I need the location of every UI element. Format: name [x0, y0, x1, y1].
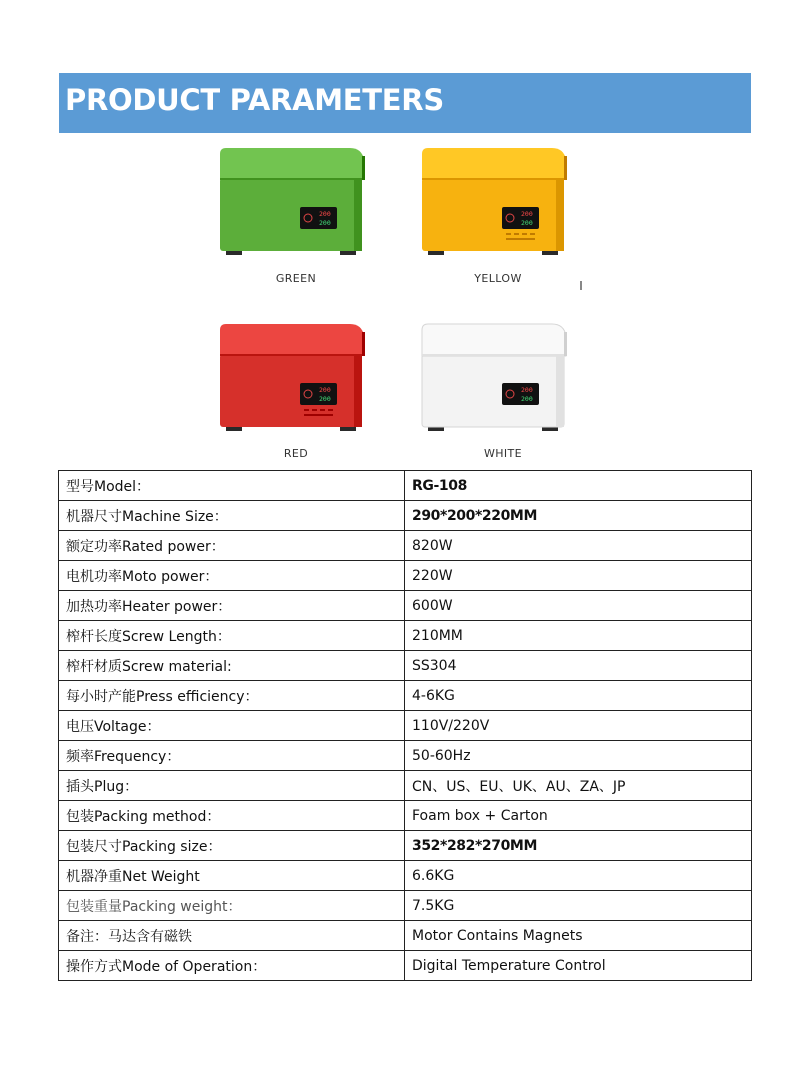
spec-row	[59, 891, 752, 921]
spec-value: 210MM	[405, 621, 752, 651]
spec-value: 7.5KG	[405, 891, 752, 921]
spec-label: 包装尺寸Packing size：	[59, 831, 405, 861]
control-button	[522, 233, 527, 235]
spec-label: 额定功率Rated power：	[59, 531, 405, 561]
spec-value: SS304	[405, 651, 752, 681]
machine-yellow-graphic	[422, 142, 572, 257]
spec-label: 机器净重Net Weight	[59, 861, 405, 891]
spec-row	[59, 591, 752, 621]
spec-label: 型号Model：	[59, 471, 405, 501]
spec-row	[59, 771, 752, 801]
machine-white-graphic	[422, 318, 572, 433]
control-button	[530, 233, 535, 235]
spec-label: 榨杆长度Screw Length：	[59, 621, 405, 651]
spec-row	[59, 531, 752, 561]
spec-label: 包装重量Packing weight：	[59, 891, 405, 921]
spec-value: CN、US、EU、UK、AU、ZA、JP	[405, 771, 752, 801]
machine-side	[354, 356, 362, 427]
product-image-green	[220, 142, 370, 257]
control-strip	[506, 238, 535, 240]
spec-label: 电机功率Moto power：	[59, 561, 405, 591]
display-top: 200	[521, 210, 533, 218]
machine-side	[556, 180, 564, 251]
spec-row	[59, 861, 752, 891]
spec-row	[59, 561, 752, 591]
spec-value: 600W	[405, 591, 752, 621]
spec-label: 频率Frequency：	[59, 741, 405, 771]
spec-value: 4-6KG	[405, 681, 752, 711]
spec-value: 110V/220V	[405, 711, 752, 741]
spec-row	[59, 681, 752, 711]
control-button	[320, 409, 325, 411]
machine-body	[220, 354, 362, 427]
machine-body	[422, 178, 564, 251]
spec-label: 插头Plug：	[59, 771, 405, 801]
spec-value: Foam box + Carton	[405, 801, 752, 831]
display-bottom: 200	[521, 395, 533, 403]
display-bottom: 200	[319, 395, 331, 403]
spec-value: Digital Temperature Control	[405, 951, 752, 981]
machine-lid	[220, 324, 364, 356]
product-image-yellow	[422, 142, 572, 257]
machine-body	[220, 178, 362, 251]
display-top: 200	[319, 210, 331, 218]
control-strip	[304, 414, 333, 416]
spec-value: 820W	[405, 531, 752, 561]
control-button	[312, 409, 317, 411]
control-button	[304, 409, 309, 411]
page-title: PRODUCT PARAMETERS	[65, 83, 444, 117]
spec-label: 每小时产能Press efficiency：	[59, 681, 405, 711]
machine-edge	[564, 156, 567, 180]
control-button	[328, 409, 333, 411]
spec-table	[58, 470, 752, 981]
machine-lid	[422, 324, 566, 356]
spec-row	[59, 711, 752, 741]
spec-value: 220W	[405, 561, 752, 591]
machine-seam	[220, 178, 364, 180]
machine-edge	[362, 332, 365, 356]
machine-seam	[422, 354, 566, 356]
machine-side	[354, 180, 362, 251]
spec-row	[59, 801, 752, 831]
display-bottom: 200	[319, 219, 331, 227]
spec-row	[59, 951, 752, 981]
control-button	[506, 233, 511, 235]
spec-row	[59, 621, 752, 651]
spec-row	[59, 471, 752, 501]
spec-value: 6.6KG	[405, 861, 752, 891]
display-top: 200	[521, 386, 533, 394]
header-banner	[59, 73, 751, 133]
spec-value: 50-60Hz	[405, 741, 752, 771]
spec-row	[59, 831, 752, 861]
spec-value: 290*200*220MM	[405, 501, 752, 531]
color-label-white: WHITE	[483, 447, 523, 460]
spec-label: 加热功率Heater power：	[59, 591, 405, 621]
spec-label: 机器尺寸Machine Size：	[59, 501, 405, 531]
spec-value: 352*282*270MM	[405, 831, 752, 861]
machine-body	[422, 354, 564, 427]
spec-label: 操作方式Mode of Operation：	[59, 951, 405, 981]
machine-seam	[220, 354, 364, 356]
color-label-red: RED	[283, 447, 309, 460]
color-label-green: GREEN	[275, 272, 317, 285]
machine-seam	[422, 178, 566, 180]
machine-lid	[422, 148, 566, 180]
spec-label: 电压Voltage：	[59, 711, 405, 741]
spec-label: 包装Packing method：	[59, 801, 405, 831]
machine-lid	[220, 148, 364, 180]
display-bottom: 200	[521, 219, 533, 227]
machine-edge	[362, 156, 365, 180]
spec-value: Motor Contains Magnets	[405, 921, 752, 951]
spec-row	[59, 921, 752, 951]
spec-value: RG-108	[405, 471, 752, 501]
machine-green-graphic	[220, 142, 370, 257]
machine-side	[556, 356, 564, 427]
spec-label: 备注：马达含有磁铁	[59, 921, 405, 951]
control-button	[514, 233, 519, 235]
stray-mark	[580, 281, 582, 290]
color-label-yellow: YELLOW	[474, 272, 522, 285]
spec-row	[59, 501, 752, 531]
product-image-red	[220, 318, 370, 433]
spec-row	[59, 651, 752, 681]
spec-row	[59, 741, 752, 771]
product-image-white	[422, 318, 572, 433]
display-top: 200	[319, 386, 331, 394]
machine-edge	[564, 332, 567, 356]
spec-label: 榨杆材质Screw material:	[59, 651, 405, 681]
machine-red-graphic	[220, 318, 370, 433]
